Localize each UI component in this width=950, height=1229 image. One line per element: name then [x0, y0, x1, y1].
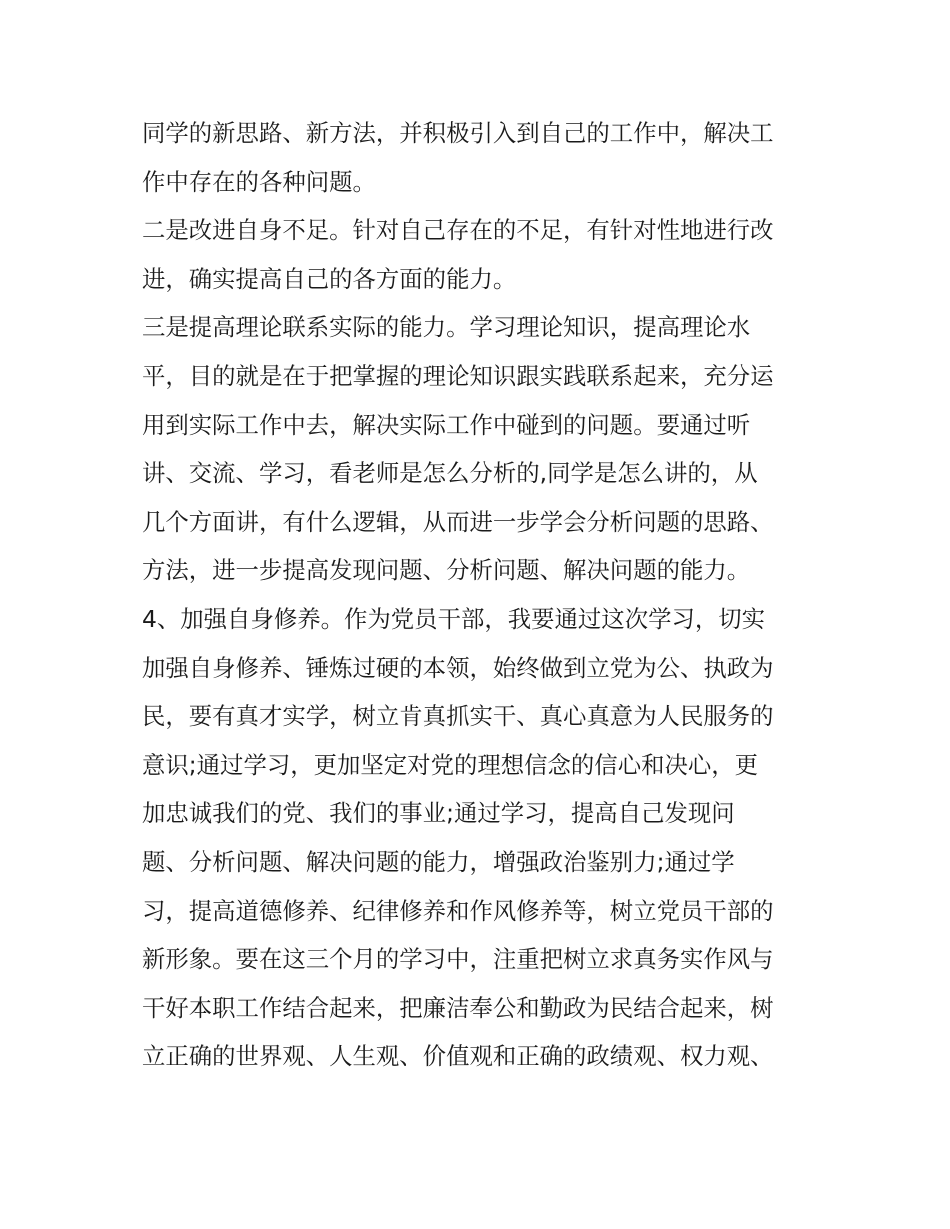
text-line: 题、分析问题、解决问题的能力，增强政治鉴别力;通过学	[142, 847, 735, 876]
text-line: 新形象。要在这三个月的学习中，注重把树立求真务实作风与	[142, 945, 774, 974]
text-line: 意识;通过学习，更加坚定对党的理想信念的信心和决心，更	[142, 750, 759, 779]
text-line: 方法，进一步提高发现问题、分析问题、解决问题的能力。	[142, 556, 751, 585]
text-line: 加忠诚我们的党、我们的事业;通过学习，提高自己发现问	[142, 799, 735, 828]
text-line: 加强自身修养、锤炼过硬的本领，始终做到立党为公、执政为	[142, 653, 774, 682]
text-line: 几个方面讲，有什么逻辑，从而进一步学会分析问题的思路、	[142, 507, 774, 536]
text-line: 平，目的就是在于把掌握的理论知识跟实践联系起来，充分运	[142, 361, 774, 390]
text-line: 二是改进自身不足。针对自己存在的不足，有针对性地进行改	[142, 216, 774, 245]
text-line: 用到实际工作中去，解决实际工作中碰到的问题。要通过听	[142, 410, 751, 439]
text-line: 干好本职工作结合起来，把廉洁奉公和勤政为民结合起来，树	[142, 993, 774, 1022]
body-text	[142, 109, 822, 1081]
text-line: 民，要有真才实学，树立肯真抓实干、真心真意为人民服务的	[142, 702, 774, 731]
text-line: 三是提高理论联系实际的能力。学习理论知识，提高理论水	[142, 313, 751, 342]
text-line: 作中存在的各种问题。	[142, 167, 376, 196]
text-line: 进，确实提高自己的各方面的能力。	[142, 264, 517, 293]
text-line: 同学的新思路、新方法，并积极引入到自己的工作中，解决工	[142, 119, 774, 147]
text-line: 4、加强自身修养。作为党员干部，我要通过这次学习，切实	[142, 604, 766, 633]
text-line: 习，提高道德修养、纪律修养和作风修养等，树立党员干部的	[142, 896, 774, 925]
text-line: 立正确的世界观、人生观、价值观和正确的政绩观、权力观、	[142, 1042, 774, 1071]
text-line: 讲、交流、学习，看老师是怎么分析的,同学是怎么讲的，从	[142, 459, 758, 488]
